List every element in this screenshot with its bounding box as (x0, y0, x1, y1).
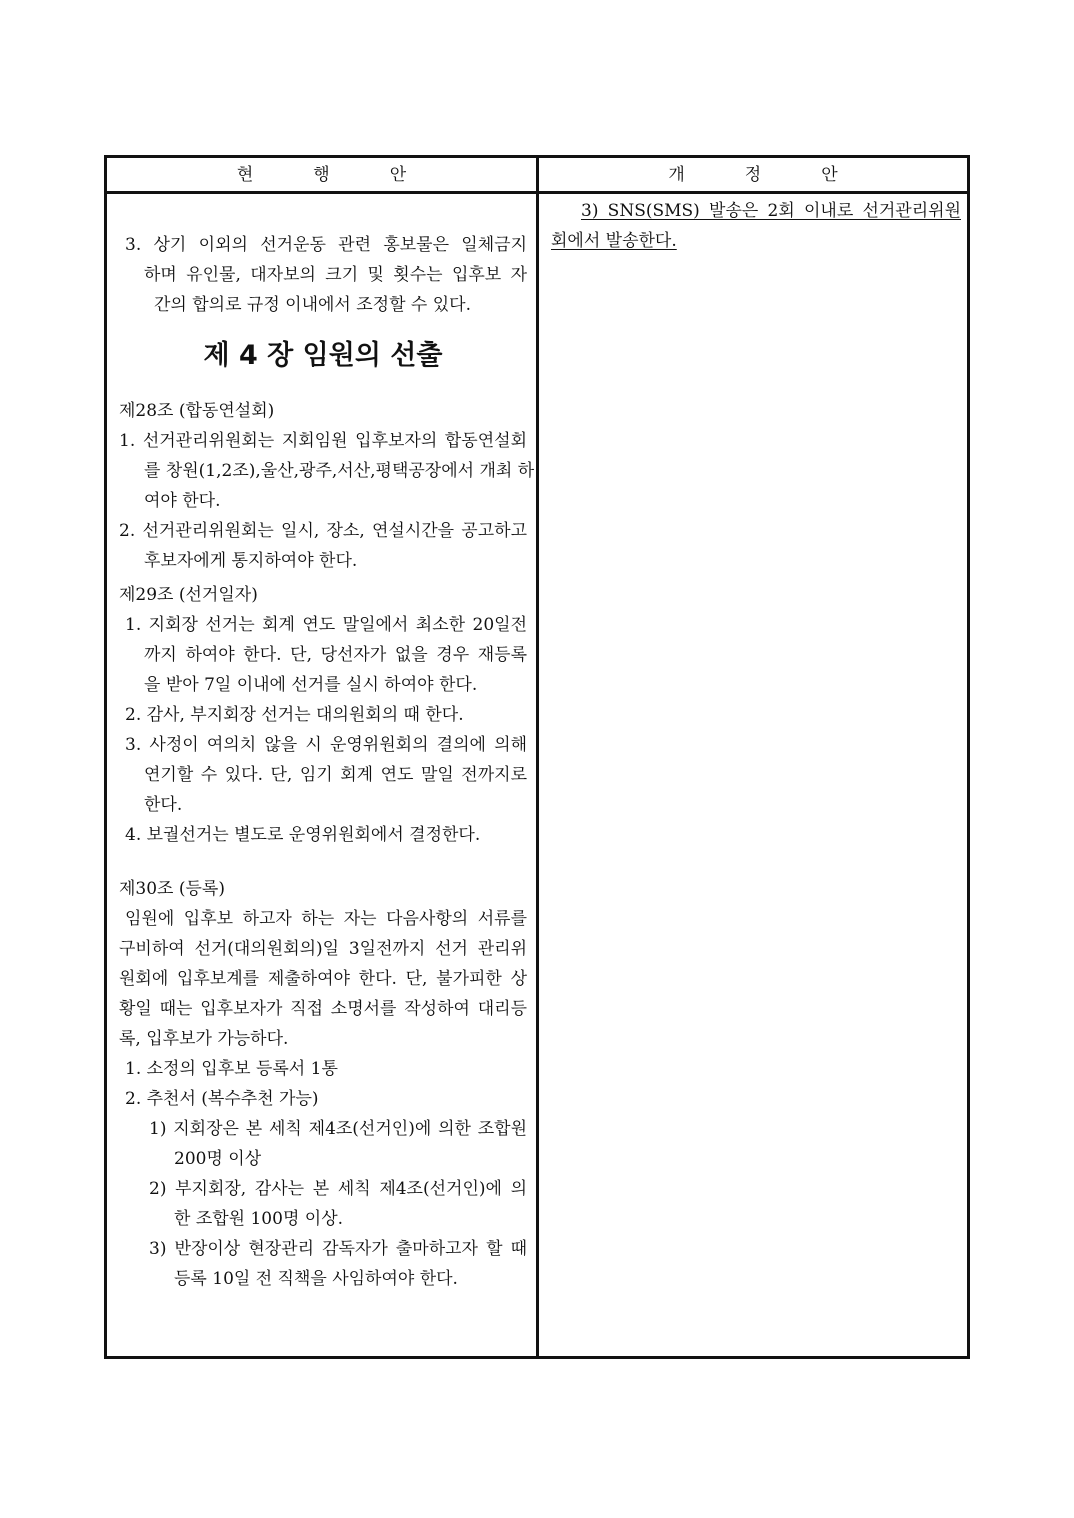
text-line: 을 받아 7일 이내에 선거를 실시 하여야 한다. (144, 675, 478, 695)
article-title: 제28조 (합동연설회) (119, 401, 275, 421)
header-char: 안 (821, 165, 838, 185)
header-char: 개 (668, 165, 685, 185)
header-char: 안 (389, 165, 407, 185)
text-line: 1. 소정의 입후보 등록서 1통 (125, 1059, 338, 1079)
text-line: 한다. (144, 795, 183, 815)
chapter-title: 제 4 장 임원의 선출 (203, 340, 443, 371)
text-line: 3. 사정이 여의치 않을 시 운영위원회의 결의에 의해 (125, 735, 527, 755)
text-line: 2. 감사, 부지회장 선거는 대의원회의 때 한다. (125, 705, 464, 725)
text-line: 원회에 입후보계를 제출하여야 한다. 단, 불가피한 상 (119, 969, 527, 989)
text-line: 후보자에게 통지하여야 한다. (144, 551, 358, 571)
article-title: 제30조 (등록) (119, 879, 225, 899)
text-line: 간의 합의로 규정 이내에서 조정할 수 있다. (154, 295, 472, 315)
column-divider (536, 158, 539, 1356)
text-line: 2) 부지회장, 감사는 본 세칙 제4조(선거인)에 의 (149, 1179, 527, 1199)
header-char: 현 (236, 165, 254, 185)
text-line: 연기할 수 있다. 단, 임기 회계 연도 말일 전까지로 (144, 765, 527, 785)
text-line: 까지 하여야 한다. 단, 당선자가 없을 경우 재등록 (144, 645, 527, 665)
text-line: 록, 입후보가 가능하다. (119, 1029, 289, 1049)
text-line: 한 조합원 100명 이상. (174, 1209, 344, 1229)
header-char: 정 (744, 165, 762, 185)
comparison-table (104, 155, 970, 1359)
text-line: 1. 지회장 선거는 회계 연도 말일에서 최소한 20일전 (125, 615, 527, 635)
text-line: 3) 반장이상 현장관리 감독자가 출마하고자 할 때 (149, 1239, 527, 1259)
text-line: 구비하여 선거(대의원회의)일 3일전까지 선거 관리위 (119, 939, 527, 959)
text-line: 를 창원(1,2조),울산,광주,서산,평택공장에서 개최 하 (144, 461, 535, 481)
header-revised (539, 158, 967, 191)
revised-column (551, 200, 961, 256)
text-line: 4. 보궐선거는 별도로 운영위원회에서 결정한다. (125, 825, 481, 845)
header-char: 행 (313, 165, 330, 185)
text-line: 3. 상기 이외의 선거운동 관련 홍보물은 일체금지 (125, 235, 527, 255)
text-line: 여야 한다. (144, 491, 221, 511)
table-header (107, 158, 967, 194)
text-line: 회에서 발송한다. (551, 231, 677, 251)
text-line: 등록 10일 전 직책을 사임하여야 한다. (174, 1269, 458, 1289)
text-line: 200명 이상 (174, 1149, 262, 1169)
text-line: 3) SNS(SMS) 발송은 2회 이내로 선거관리위원 (581, 201, 961, 221)
header-current (107, 158, 536, 191)
current-column (119, 200, 535, 1294)
text-line: 2. 선거관리위원회는 일시, 장소, 연설시간을 공고하고 (119, 521, 527, 541)
article-title: 제29조 (선거일자) (119, 585, 258, 605)
text-line: 하며 유인물, 대자보의 크기 및 횟수는 입후보 자 (144, 265, 527, 285)
text-line: 1. 선거관리위원회는 지회임원 입후보자의 합동연설회 (119, 431, 527, 451)
text-line: 황일 때는 입후보자가 직접 소명서를 작성하여 대리등 (119, 999, 527, 1019)
text-line: 임원에 입후보 하고자 하는 자는 다음사항의 서류를 (125, 909, 527, 929)
text-line: 2. 추천서 (복수추천 가능) (125, 1089, 319, 1109)
text-line: 1) 지회장은 본 세칙 제4조(선거인)에 의한 조합원 (149, 1119, 527, 1139)
